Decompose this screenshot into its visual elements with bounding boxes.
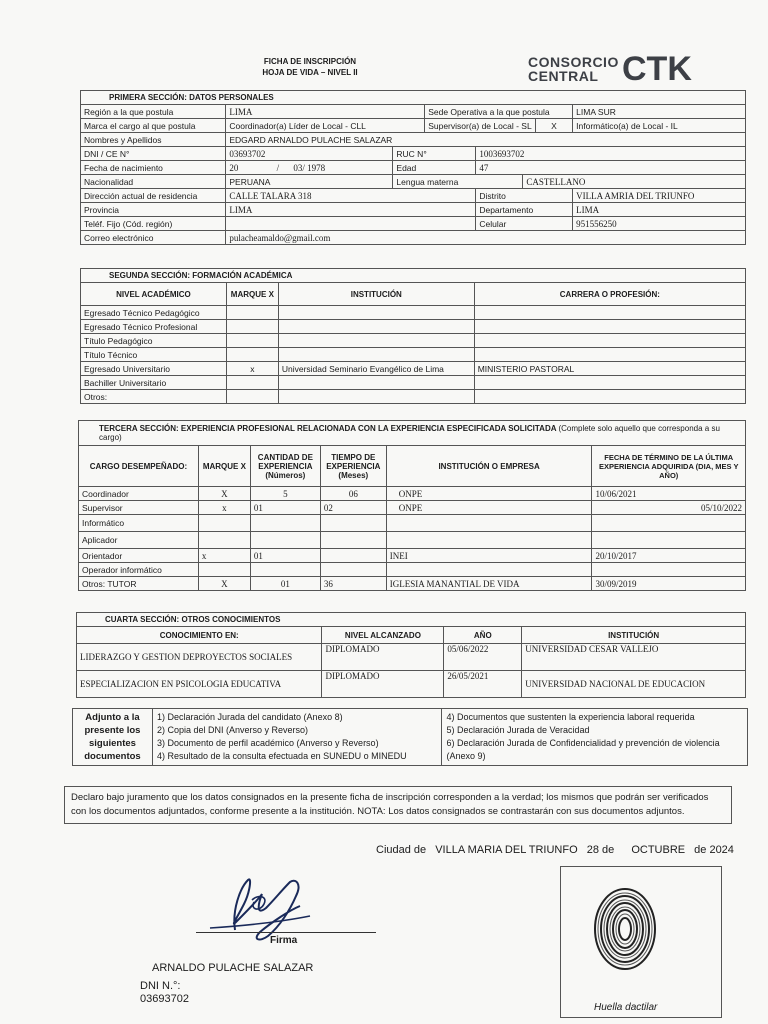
academic-career	[474, 390, 745, 404]
knowledge-table	[76, 612, 746, 698]
knowledge-header-cell: NIVEL ALCANZADO	[322, 627, 444, 644]
section2-title: SEGUNDA SECCIÓN: FORMACIÓN ACADÉMICA	[81, 269, 746, 283]
academic-career	[474, 320, 745, 334]
telefono-value	[226, 217, 476, 231]
provincia-value: LIMA	[226, 203, 476, 217]
cargo-option-cll: Coordinador(a) Líder de Local - CLL	[226, 119, 425, 133]
experience-cargo: Informático	[79, 515, 199, 532]
ruc-label: RUC N°	[393, 147, 476, 161]
experience-mark	[198, 563, 250, 577]
experience-quantity	[250, 532, 320, 549]
academic-header-cell: MARQUE X	[226, 283, 278, 306]
day-text: 28 de	[586, 844, 615, 856]
academic-level: Bachiller Universitario	[81, 376, 227, 390]
experience-end-date: 30/09/2019	[592, 577, 746, 591]
academic-header-cell: NIVEL ACADÉMICO	[81, 283, 227, 306]
nombres-label: Nombres y Apellidos	[81, 133, 226, 147]
table-row	[81, 306, 746, 320]
nacimiento-label: Fecha de nacimiento	[81, 161, 226, 175]
nacionalidad-value: PERUANA	[226, 175, 393, 189]
academic-institution	[278, 376, 474, 390]
direccion-value: CALLE TALARA 318	[226, 189, 476, 203]
handwritten-signature-icon	[140, 870, 360, 950]
experience-cargo: Operador informático	[79, 563, 199, 577]
table-row	[79, 515, 746, 532]
experience-mark	[198, 515, 250, 532]
academic-career	[474, 306, 745, 320]
form-title-line1: FICHA DE INSCRIPCIÓN	[263, 57, 357, 66]
experience-end-date: 05/10/2022	[592, 501, 746, 515]
experience-mark	[198, 532, 250, 549]
experience-cargo: Coordinador	[79, 487, 199, 501]
table-row	[81, 390, 746, 404]
fingerprint-label: Huella dactilar	[594, 1002, 658, 1013]
experience-quantity	[250, 563, 320, 577]
logo-line2: CENTRAL	[528, 68, 599, 84]
academic-level: Otros:	[81, 390, 227, 404]
consorcio-logo	[528, 50, 708, 90]
academic-institution	[278, 334, 474, 348]
celular-label: Celular	[476, 217, 573, 231]
edad-value: 47	[476, 161, 746, 175]
section3-note: (Complete solo aquello que corresponda a su cargo)	[99, 424, 720, 442]
section4-title: CUARTA SECCIÓN: OTROS CONOCIMIENTOS	[77, 613, 746, 627]
academic-mark	[226, 348, 278, 362]
academic-mark	[226, 320, 278, 334]
logo-mark: CTK	[622, 50, 692, 88]
cargo-mark: X	[535, 119, 573, 133]
academic-header-cell: INSTITUCIÓN	[278, 283, 474, 306]
table-row	[79, 487, 746, 501]
experience-institution: IGLESIA MANANTIAL DE VIDA	[386, 577, 592, 591]
attachment-item: 2) Copia del DNI (Anverso y Reverso)	[156, 725, 309, 735]
experience-end-date	[592, 515, 746, 532]
experience-months: 06	[320, 487, 386, 501]
sede-label: Sede Operativa a la que postula	[425, 105, 573, 119]
knowledge-institution: UNIVERSIDAD NACIONAL DE EDUCACION	[522, 671, 746, 698]
experience-quantity: 01	[250, 549, 320, 563]
experience-quantity: 01	[250, 501, 320, 515]
attachment-item: 1) Declaración Jurada del candidato (Anexo 8)	[156, 712, 343, 722]
academic-mark	[226, 334, 278, 348]
experience-institution: ONPE	[386, 487, 592, 501]
experience-institution: ONPE	[386, 501, 592, 515]
attachments-table	[72, 708, 748, 766]
knowledge-header	[77, 627, 746, 644]
academic-career	[474, 334, 745, 348]
experience-cargo: Orientador	[79, 549, 199, 563]
academic-institution	[278, 320, 474, 334]
academic-level: Título Técnico	[81, 348, 227, 362]
knowledge-level: DIPLOMADO	[322, 671, 444, 698]
direccion-label: Dirección actual de residencia	[81, 189, 226, 203]
cargo-label: Marca el cargo al que postula	[81, 119, 226, 133]
year-text: de 2024	[694, 844, 734, 856]
table-row	[79, 563, 746, 577]
academic-career: MINISTERIO PASTORAL	[474, 362, 745, 376]
declaration: Declaro bajo juramento que los datos consignados en la presente ficha de inscripción corresponden a la verdad; los mismos que podrán ser verificados con los documentos adjuntados, conforme presente a la institución. NOTA: Los datos consignados se contrastarán con sus documentos adjuntos.	[64, 786, 732, 824]
celular-value: 951556250	[573, 217, 746, 231]
fingerprint-icon	[561, 867, 721, 1017]
academic-mark	[226, 306, 278, 320]
academic-institution	[278, 348, 474, 362]
signer-dni-value: 03693702	[140, 993, 189, 1005]
knowledge-header-cell: AÑO	[444, 627, 522, 644]
table-row	[81, 376, 746, 390]
academic-level: Egresado Técnico Pedagógico	[81, 306, 227, 320]
experience-header-cell: CANTIDAD DE EXPERIENCIA (Números)	[250, 446, 320, 487]
academic-mark	[226, 390, 278, 404]
experience-cargo: Aplicador	[79, 532, 199, 549]
dni-label: DNI / CE N°	[81, 147, 226, 161]
table-row	[81, 348, 746, 362]
region-value: LIMA	[226, 105, 425, 119]
academic-institution: Universidad Seminario Evangélico de Lima	[278, 362, 474, 376]
attachment-item: 6) Declaración Jurada de Confidencialidad y prevención de violencia (Anexo 9)	[446, 738, 720, 761]
knowledge-year: 26/05/2021	[444, 671, 522, 698]
experience-header-cell: FECHA DE TÉRMINO DE LA ÚLTIMA EXPERIENCIA ADQUIRIDA (DIA, MES Y AÑO)	[592, 446, 746, 487]
experience-header	[79, 446, 746, 487]
lengua-label: Lengua materna	[393, 175, 523, 189]
experience-months: 36	[320, 577, 386, 591]
experience-mark: X	[198, 487, 250, 501]
correo-label: Correo electrónico	[81, 231, 226, 245]
academic-level: Egresado Técnico Profesional	[81, 320, 227, 334]
academic-career	[474, 376, 745, 390]
lengua-value: CASTELLANO	[523, 175, 746, 189]
experience-end-date: 20/10/2017	[592, 549, 746, 563]
attachments-left	[152, 709, 442, 766]
telefono-label: Teléf. Fijo (Cód. región)	[81, 217, 226, 231]
distrito-label: Distrito	[476, 189, 573, 203]
nacionalidad-label: Nacionalidad	[81, 175, 226, 189]
table-row	[79, 532, 746, 549]
attachment-item: 4) Documentos que sustenten la experiencia laboral requerida	[446, 712, 695, 722]
table-row	[81, 334, 746, 348]
academic-level: Título Pedagógico	[81, 334, 227, 348]
form-title-line2: HOJA DE VIDA – NIVEL II	[262, 68, 358, 77]
attachments-right	[442, 709, 748, 766]
nombres-value: EDGARD ARNALDO PULACHE SALAZAR	[226, 133, 746, 147]
dni-value: 03693702	[226, 147, 393, 161]
sede-value: LIMA SUR	[573, 105, 746, 119]
experience-months	[320, 515, 386, 532]
experience-header-cell: MARQUE X	[198, 446, 250, 487]
month-text: OCTUBRE	[631, 844, 686, 856]
experience-header-cell: CARGO DESEMPEÑADO:	[79, 446, 199, 487]
experience-end-date	[592, 563, 746, 577]
cargo-option-sl: Supervisor(a) de Local - SL	[425, 119, 535, 133]
experience-mark: x	[198, 501, 250, 515]
signer-name: ARNALDO PULACHE SALAZAR	[152, 962, 314, 974]
experience-mark: x	[198, 549, 250, 563]
experience-quantity	[250, 515, 320, 532]
nacimiento-day: 20	[229, 162, 239, 173]
table-row	[79, 501, 746, 515]
experience-institution	[386, 563, 592, 577]
experience-institution	[386, 515, 592, 532]
experience-end-date	[592, 532, 746, 549]
attachment-item: 5) Declaración Jurada de Veracidad	[446, 725, 590, 735]
edad-label: Edad	[393, 161, 476, 175]
table-row	[77, 644, 746, 671]
experience-months	[320, 532, 386, 549]
experience-end-date: 10/06/2021	[592, 487, 746, 501]
ruc-value: 1003693702	[476, 147, 746, 161]
experience-cargo: Otros: TUTOR	[79, 577, 199, 591]
city-date-line	[376, 844, 740, 856]
academic-header-cell: CARRERA O PROFESIÓN:	[474, 283, 745, 306]
firma-label: Firma	[270, 935, 298, 946]
knowledge-topic: ESPECIALIZACION EN PSICOLOGIA EDUCATIVA	[77, 671, 322, 698]
attachment-item: 4) Resultado de la consulta efectuada en SUNEDU o MINEDU	[156, 751, 407, 761]
departamento-label: Departamento	[476, 203, 573, 217]
section1-title: PRIMERA SECCIÓN: DATOS PERSONALES	[81, 91, 746, 105]
attachments-label: Adjunto a la presente los siguientes documentos	[73, 709, 153, 766]
experience-cargo: Supervisor	[79, 501, 199, 515]
experience-header-cell: INSTITUCIÓN O EMPRESA	[386, 446, 592, 487]
provincia-label: Provincia	[81, 203, 226, 217]
city-name: VILLA MARIA DEL TRIUNFO	[435, 844, 578, 856]
signature-line	[196, 932, 376, 933]
table-row	[77, 671, 746, 698]
experience-months	[320, 563, 386, 577]
nacimiento-separator: /	[276, 162, 280, 173]
logo-line1: CONSORCIO	[528, 54, 619, 70]
personal-data-table	[80, 90, 746, 245]
table-row	[81, 362, 746, 376]
knowledge-institution: UNIVERSIDAD CESAR VALLEJO	[522, 644, 746, 671]
table-row	[81, 320, 746, 334]
academic-mark: x	[226, 362, 278, 376]
academic-mark	[226, 376, 278, 390]
table-row	[79, 549, 746, 563]
experience-months	[320, 549, 386, 563]
academic-career	[474, 348, 745, 362]
section3-title-cell	[79, 421, 746, 446]
nacimiento-value	[226, 161, 393, 175]
section3-title: TERCERA SECCIÓN: EXPERIENCIA PROFESIONAL RELACIONADA CON LA EXPERIENCIA ESPECIFICADA SOLICITADA	[99, 424, 557, 433]
experience-table	[78, 420, 746, 591]
academic-level: Egresado Universitario	[81, 362, 227, 376]
academic-header	[81, 283, 746, 306]
experience-quantity: 5	[250, 487, 320, 501]
experience-quantity: 01	[250, 577, 320, 591]
knowledge-topic: LIDERAZGO Y GESTION DEPROYECTOS SOCIALES	[77, 644, 322, 671]
experience-institution	[386, 532, 592, 549]
cargo-option-il: Informático(a) de Local - IL	[573, 119, 746, 133]
experience-months: 02	[320, 501, 386, 515]
city-prefix: Ciudad de	[376, 844, 427, 856]
attachment-item: 3) Documento de perfil académico (Anverso y Reverso)	[156, 738, 379, 748]
correo-value: pulacheamaldo@gmail.com	[226, 231, 746, 245]
nacimiento-rest: 03/ 1978	[293, 162, 326, 173]
signer-dni-label: DNI N.°:	[140, 980, 181, 992]
academic-institution	[278, 306, 474, 320]
form-title	[240, 56, 380, 78]
academic-table	[80, 268, 746, 404]
experience-mark: X	[198, 577, 250, 591]
knowledge-header-cell: INSTITUCIÓN	[522, 627, 746, 644]
academic-institution	[278, 390, 474, 404]
table-row	[79, 577, 746, 591]
fingerprint-box	[560, 866, 722, 1018]
region-label: Región a la que postula	[81, 105, 226, 119]
departamento-value: LIMA	[573, 203, 746, 217]
experience-header-cell: TIEMPO DE EXPERIENCIA (Meses)	[320, 446, 386, 487]
distrito-value: VILLA AMRIA DEL TRIUNFO	[573, 189, 746, 203]
knowledge-year: 05/06/2022	[444, 644, 522, 671]
experience-institution: INEI	[386, 549, 592, 563]
knowledge-header-cell: CONOCIMIENTO EN:	[77, 627, 322, 644]
knowledge-level: DIPLOMADO	[322, 644, 444, 671]
